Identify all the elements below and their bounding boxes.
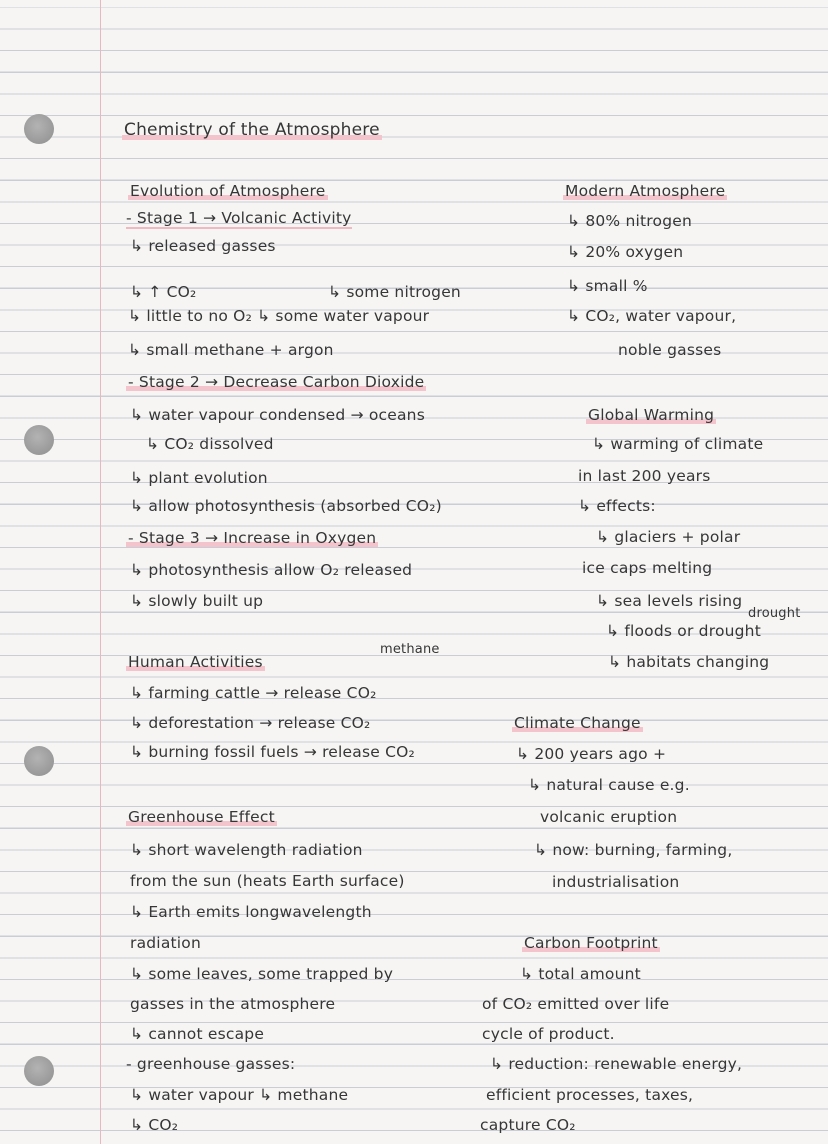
note-line: ↳ natural cause e.g.	[528, 776, 690, 794]
note-line: ↳ warming of climate	[592, 435, 764, 453]
note-line: ↳ water vapour ↳ methane	[130, 1086, 349, 1104]
note-line: from the sun (heats Earth surface)	[130, 872, 405, 890]
note-line: ↳ short wavelength radiation	[130, 841, 363, 859]
note-line: ↳ released gasses	[130, 237, 276, 255]
note-line: ↳ effects:	[578, 497, 656, 515]
note-line: ↳ reduction: renewable energy,	[490, 1055, 743, 1073]
note-line: ↳ little to no O₂ ↳ some water vapour	[128, 307, 430, 325]
note-annotation: methane	[380, 642, 440, 657]
note-annotation: drought	[748, 606, 801, 621]
page-title: Chemistry of the Atmosphere	[124, 120, 380, 140]
note-line: ↳ deforestation → release CO₂	[130, 714, 371, 732]
note-line: - Stage 3 → Increase in Oxygen	[128, 529, 377, 547]
note-line: ↳ CO₂ dissolved	[146, 435, 274, 453]
margin-line	[100, 0, 101, 1144]
greenhouse-heading: Greenhouse Effect	[128, 808, 275, 826]
global-warming-heading: Global Warming	[588, 406, 715, 424]
note-line: ↳ plant evolution	[130, 469, 268, 487]
note-line: ↳ floods or drought	[606, 622, 761, 640]
note-line: ↳ habitats changing	[608, 653, 770, 671]
note-line: ↳ 80% nitrogen	[567, 212, 693, 230]
punch-hole	[24, 746, 54, 776]
note-line: ↳ water vapour condensed → oceans	[130, 406, 425, 424]
note-line: ↳ glaciers + polar	[596, 528, 741, 546]
note-line: ↳ total amount	[520, 965, 641, 983]
note-line: gasses in the atmosphere	[130, 995, 336, 1013]
note-line: volcanic eruption	[540, 808, 678, 826]
note-line: in last 200 years	[578, 467, 711, 485]
note-line: industrialisation	[552, 873, 680, 891]
note-line: noble gasses	[618, 341, 722, 359]
note-line: ↳ small methane + argon	[128, 341, 334, 359]
note-line: ↳ some leaves, some trapped by	[130, 965, 394, 983]
note-line: - Stage 2 → Decrease Carbon Dioxide	[128, 373, 425, 391]
climate-heading: Climate Change	[514, 714, 641, 732]
note-line: ice caps melting	[582, 559, 713, 577]
note-line: cycle of product.	[482, 1025, 615, 1043]
note-line: ↳ some nitrogen	[328, 283, 461, 301]
note-line: ↳ ↑ CO₂	[130, 283, 197, 301]
note-line: ↳ sea levels rising	[596, 592, 743, 610]
modern-heading: Modern Atmosphere	[565, 182, 726, 200]
note-line: ↳ small %	[567, 277, 648, 295]
note-line: - Stage 1 → Volcanic Activity	[126, 209, 352, 227]
note-line: radiation	[130, 934, 202, 952]
note-line: efficient processes, taxes,	[486, 1086, 694, 1104]
note-line: ↳ farming cattle → release CO₂	[130, 684, 377, 702]
note-line: ↳ CO₂	[130, 1116, 179, 1134]
punch-hole	[24, 425, 54, 455]
note-line: ↳ allow photosynthesis (absorbed CO₂)	[130, 497, 442, 515]
note-line: - greenhouse gasses:	[126, 1055, 296, 1073]
note-line: ↳ Earth emits longwavelength	[130, 903, 372, 921]
note-line: ↳ cannot escape	[130, 1025, 265, 1043]
note-line: ↳ CO₂, water vapour,	[567, 307, 737, 325]
human-heading: Human Activities	[128, 653, 263, 671]
evolution-heading: Evolution of Atmosphere	[130, 182, 326, 200]
carbon-heading: Carbon Footprint	[524, 934, 658, 952]
note-line: ↳ slowly built up	[130, 592, 264, 610]
note-line: ↳ now: burning, farming,	[534, 841, 733, 859]
punch-hole	[24, 1056, 54, 1086]
note-line: ↳ 20% oxygen	[567, 243, 684, 261]
note-line: ↳ burning fossil fuels → release CO₂	[130, 743, 415, 761]
punch-hole	[24, 114, 54, 144]
note-line: capture CO₂	[480, 1116, 576, 1134]
note-line: ↳ photosynthesis allow O₂ released	[130, 561, 413, 579]
note-line: of CO₂ emitted over life	[482, 995, 670, 1013]
note-line: ↳ 200 years ago +	[516, 745, 667, 763]
